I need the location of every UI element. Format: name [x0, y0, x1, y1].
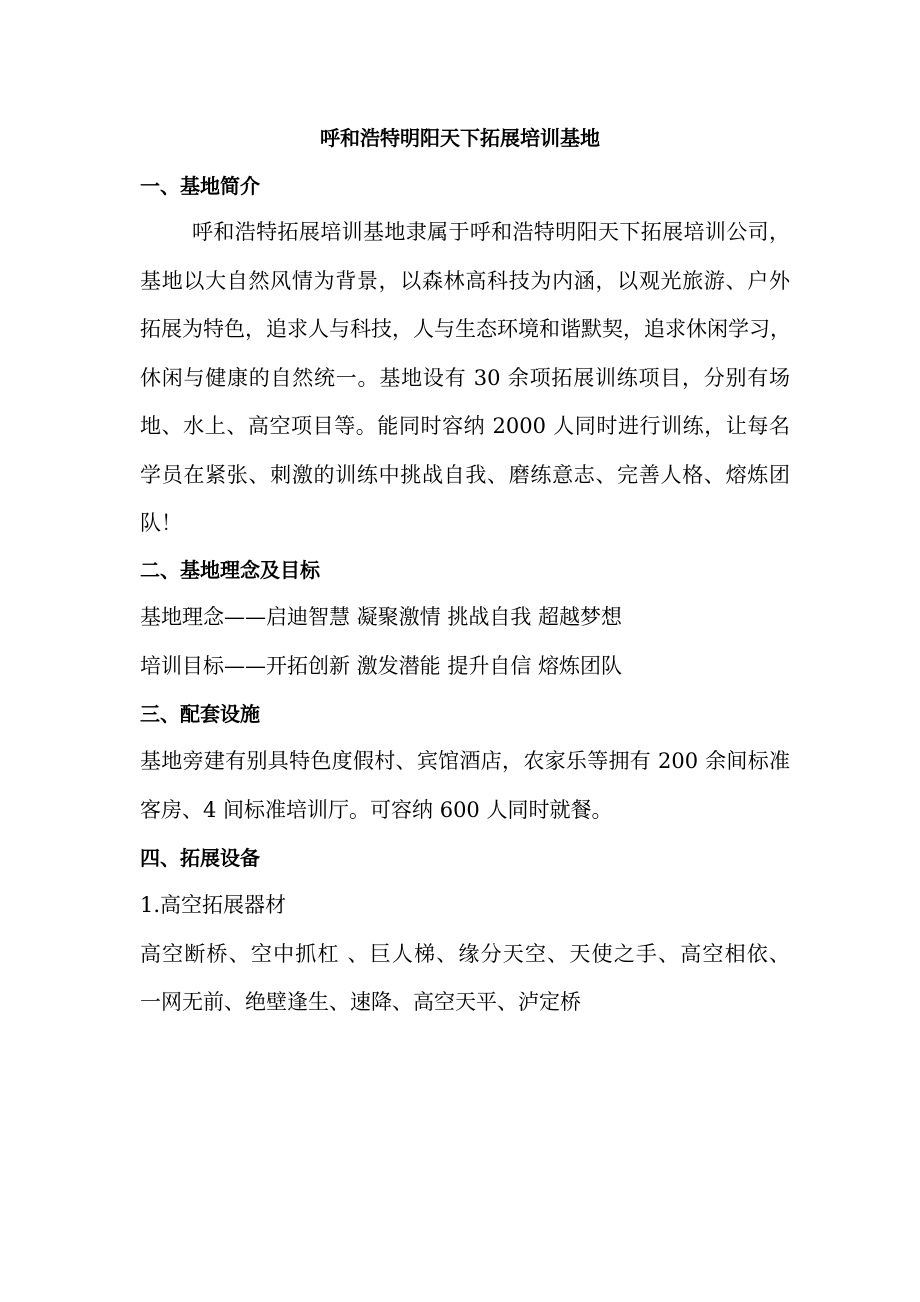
paragraph-line: 地、水上、高空项目等。能同时容纳 2000 人同时进行训练，让每名 — [140, 414, 790, 438]
section-heading-philosophy: 二、基地理念及目标 — [140, 558, 320, 582]
paragraph-line: 学员在紧张、刺激的训练中挑战自我、磨练意志、完善人格、熔炼团 — [140, 463, 790, 487]
paragraph-line: 休闲与健康的自然统一。基地设有 30 余项拓展训练项目，分别有场 — [140, 366, 790, 390]
paragraph-line: 拓展为特色，追求人与科技，人与生态环境和谐默契，追求休闲学习， — [140, 317, 791, 341]
paragraph-line: 基地旁建有别具特色度假村、宾馆酒店，农家乐等拥有 200 余间标准 — [140, 749, 790, 773]
paragraph-line: 一网无前、绝壁逢生、速降、高空天平、泸定桥 — [140, 990, 581, 1014]
paragraph-line: 基地以大自然风情为背景，以森林高科技为内涵，以观光旅游、户外 — [140, 269, 790, 293]
paragraph-line: 高空断桥、空中抓杠 、巨人梯、缘分天空、天使之手、高空相依、 — [140, 942, 790, 966]
section-heading-equipment: 四、拓展设备 — [140, 846, 260, 870]
paragraph-line: 队！ — [140, 511, 182, 535]
document-title: 呼和浩特明阳天下拓展培训基地 — [320, 126, 600, 150]
goal-line: 培训目标——开拓创新 激发潜能 提升自信 熔炼团队 — [140, 654, 623, 678]
paragraph-line: 呼和浩特拓展培训基地隶属于呼和浩特明阳天下拓展培训公司， — [192, 220, 790, 244]
philosophy-line: 基地理念——启迪智慧 凝聚激情 挑战自我 超越梦想 — [140, 605, 623, 629]
paragraph-line: 客房、4 间标准培训厅。可容纳 600 人同时就餐。 — [140, 798, 613, 822]
section-heading-facilities: 三、配套设施 — [140, 702, 260, 726]
section-heading-intro: 一、基地简介 — [140, 174, 260, 198]
equipment-subheading: 1.高空拓展器材 — [140, 893, 287, 917]
